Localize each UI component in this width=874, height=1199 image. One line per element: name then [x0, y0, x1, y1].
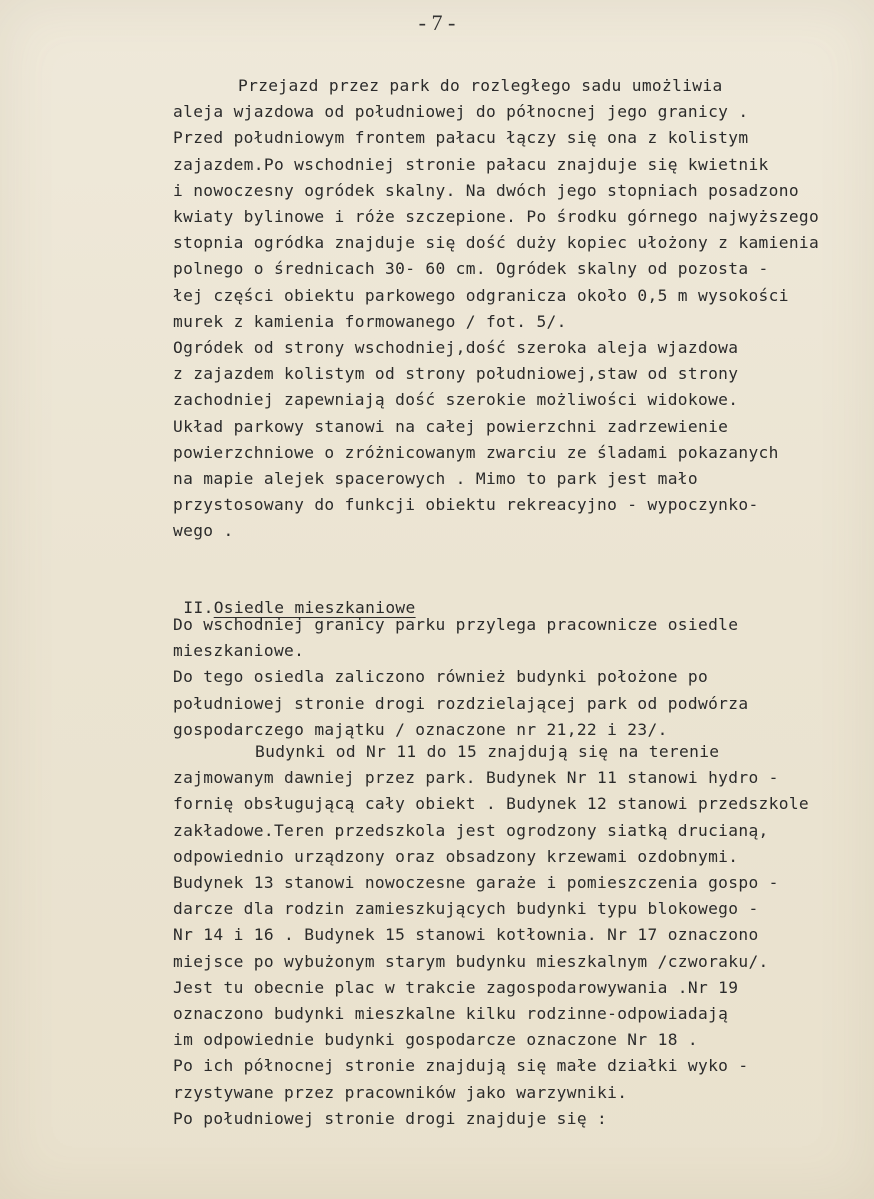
text-line: Przed południowym frontem pałacu łączy się ona z kolistym: [173, 128, 749, 148]
text-line: gospodarczego majątku / oznaczone nr 21,22 i 23/.: [173, 719, 668, 739]
text-line: przystosowany do funkcji obiektu rekreacyjno - wypoczynko-: [173, 495, 759, 515]
text-line: Układ parkowy stanowi na całej powierzchni zadrzewienie: [173, 416, 729, 436]
text-line: mieszkaniowe.: [173, 641, 305, 661]
text-line: zakładowe.Teren przedszkola jest ogrodzony siatką drucianą,: [173, 820, 769, 840]
text-line: na mapie alejek spacerowych . Mimo to park jest mało: [173, 469, 698, 488]
text-line: Po południowej stronie drogi znajduje się :: [173, 1108, 608, 1128]
section-number: II.: [183, 598, 214, 617]
text-line: Budynek 13 stanowi nowoczesne garaże i pomieszczenia gospo -: [173, 873, 779, 892]
text-line: darcze dla rodzin zamieszkujących budynki typu blokowego -: [173, 899, 759, 919]
text-line: wego .: [173, 521, 234, 541]
text-line: Jest tu obecnie plac w trakcie zagospodarowywania .Nr 19: [173, 977, 739, 997]
text-line: zajazdem.Po wschodniej stronie pałacu znajduje się kwietnik: [173, 154, 769, 174]
text-line: miejsce po wybużonym starym budynku mieszkalnym /czworaku/.: [173, 951, 769, 971]
text-line: rzystywane przez pracowników jako warzywniki.: [173, 1082, 628, 1102]
section-title: Osiedle mieszkaniowe: [213, 598, 416, 617]
text-line: powierzchniowe o zróżnicowanym zwarciu ze śladami pokazanych: [173, 442, 779, 462]
text-line: aleja wjazdowa od południowej do północnej jego granicy .: [173, 102, 749, 122]
text-line: Ogródek od strony wschodniej,dość szeroka aleja wjazdowa: [173, 338, 739, 357]
text-line: zajmowanym dawniej przez park. Budynek Nr 11 stanowi hydro -: [173, 768, 779, 788]
text-line: zachodniej zapewniają dość szerokie możliwości widokowe.: [173, 390, 739, 410]
text-line: murek z kamienia formowanego / fot. 5/.: [173, 311, 567, 331]
text-line: południowej stronie drogi rozdzielającej park od podwórza: [173, 693, 749, 713]
text-line: im odpowiednie budynki gospodarcze oznaczone Nr 18 .: [173, 1030, 698, 1050]
text-line: Do tego osiedla zaliczono również budynki położone po: [173, 667, 709, 687]
text-line: odpowiednio urządzony oraz obsadzony krzewami ozdobnymi.: [173, 846, 739, 866]
text-line: z zajazdem kolistym od strony południowej,staw od strony: [173, 364, 739, 384]
page-number: - 7 -: [418, 10, 456, 35]
text-line: Do wschodniej granicy parku przylega pracownicze osiedle: [173, 615, 739, 634]
text-line: fornię obsługującą cały obiekt . Budynek 12 stanowi przedszkole: [173, 794, 810, 814]
text-line: oznaczono budynki mieszkalne kilku rodzinne-odpowiadają: [173, 1004, 729, 1023]
text-line: i nowoczesny ogródek skalny. Na dwóch jego stopniach posadzono: [173, 180, 799, 200]
text-line: Przejazd przez park do rozległego sadu umożliwia: [238, 76, 723, 95]
text-line: Budynki od Nr 11 do 15 znajdują się na terenie: [255, 742, 720, 761]
text-line: stopnia ogródka znajduje się dość duży kopiec ułożony z kamienia: [173, 233, 820, 253]
text-line: łej części obiektu parkowego odgranicza około 0,5 m wysokości: [173, 285, 789, 305]
text-line: Nr 14 i 16 . Budynek 15 stanowi kotłownia. Nr 17 oznaczono: [173, 925, 759, 945]
text-line: polnego o średnicach 30- 60 cm. Ogródek skalny od pozosta -: [173, 259, 769, 279]
text-line: Po ich północnej stronie znajdują się małe działki wyko -: [173, 1056, 749, 1076]
text-line: kwiaty bylinowe i róże szczepione. Po środku górnego najwyższego: [173, 207, 820, 226]
